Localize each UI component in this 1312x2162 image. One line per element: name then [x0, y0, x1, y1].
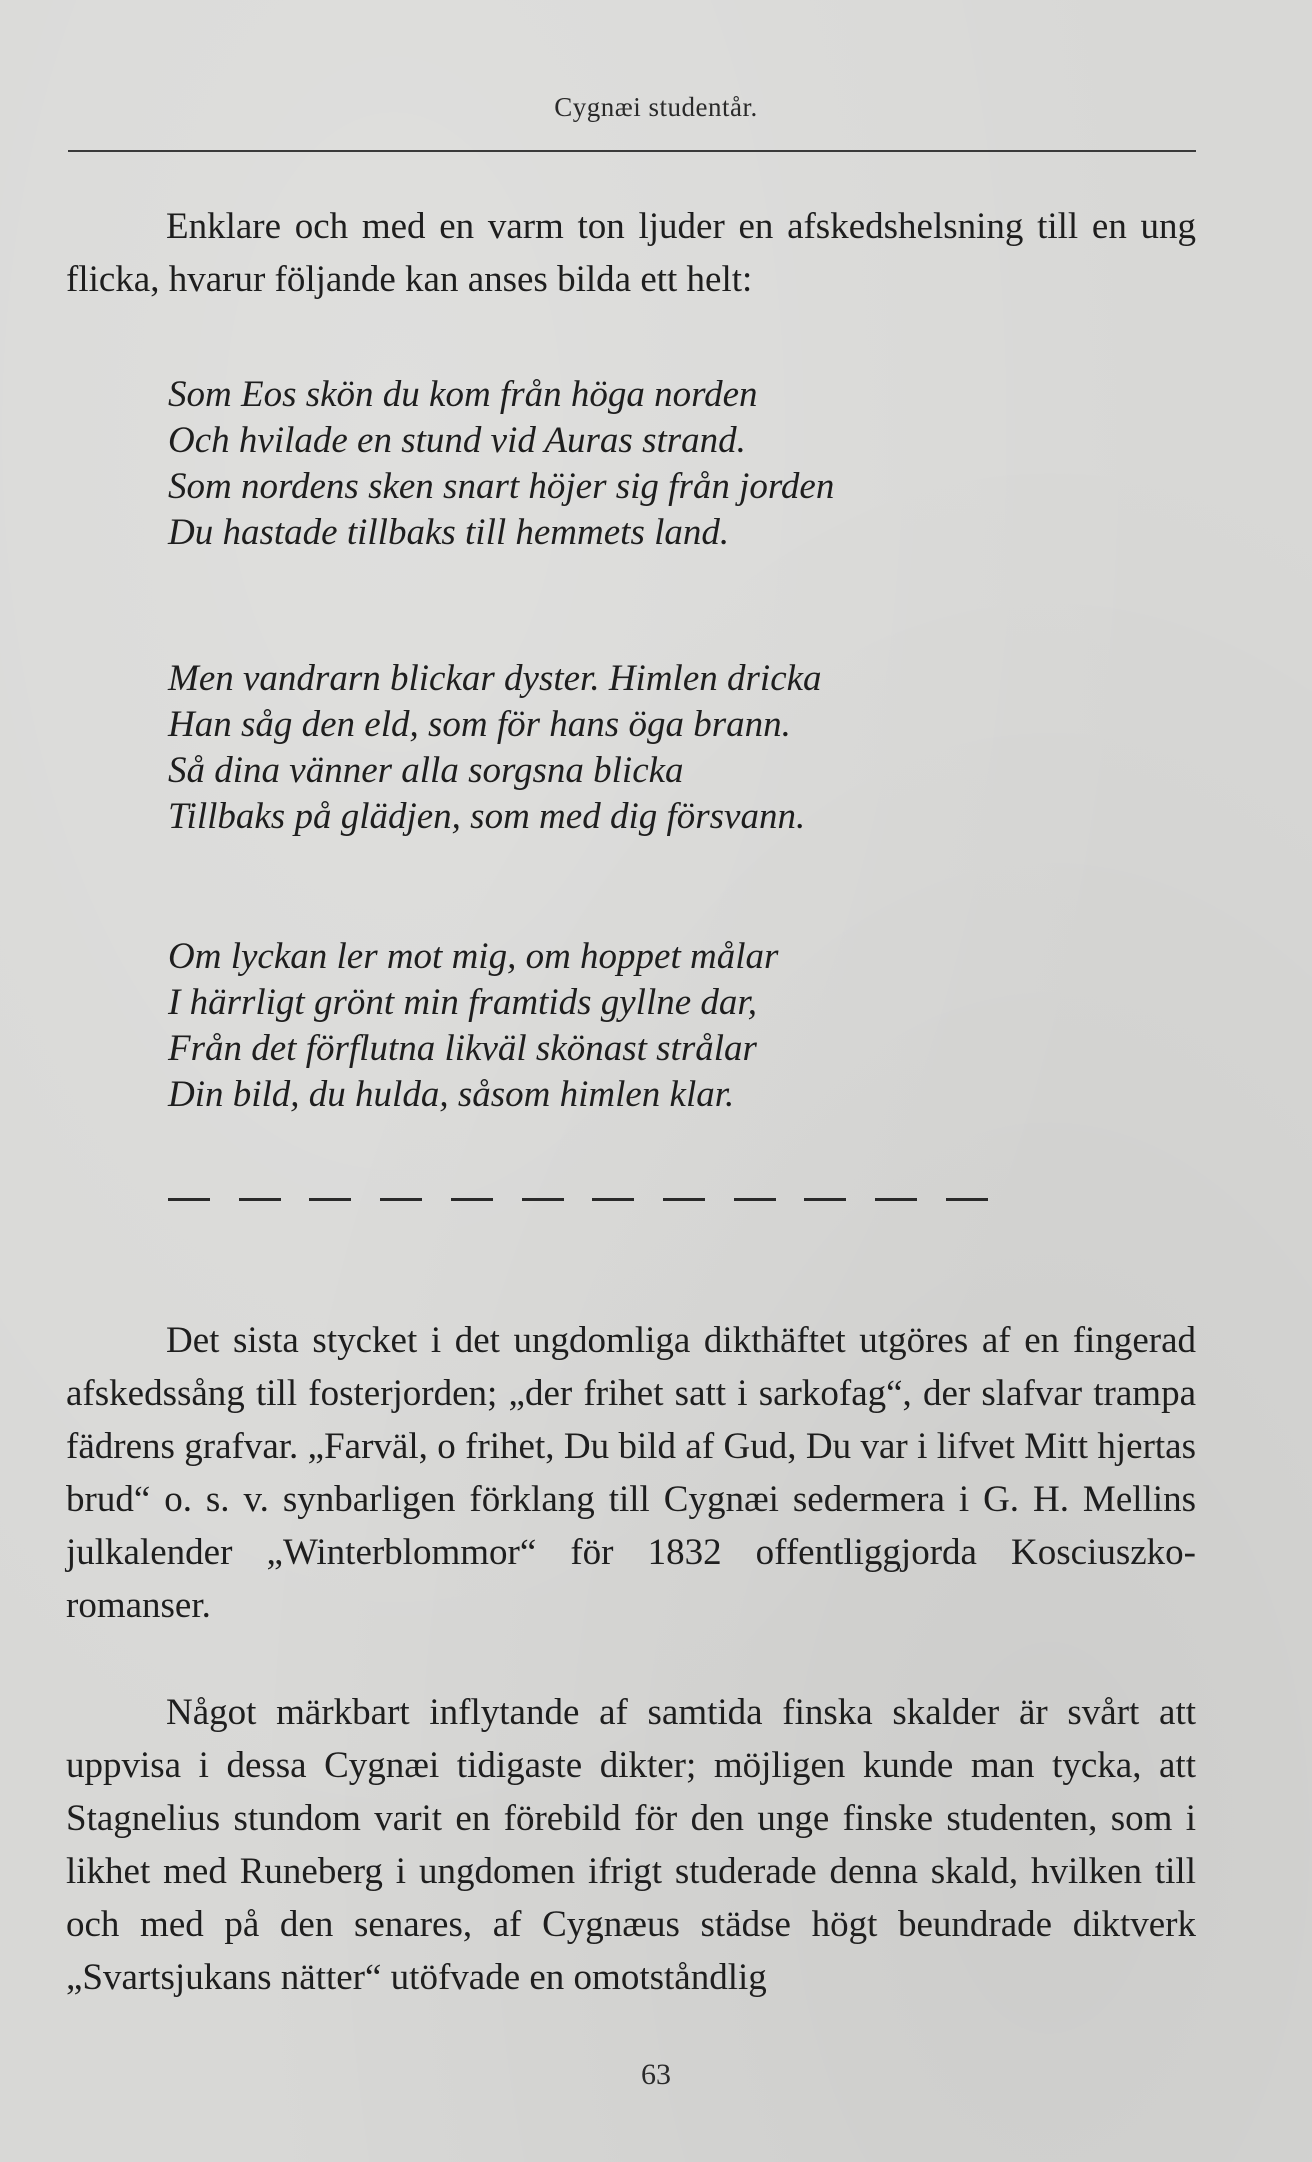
dash — [804, 1198, 846, 1201]
poem-line: Om lyckan ler mot mig, om hoppet målar — [168, 936, 779, 977]
poem-line: Han såg den eld, som för hans öga brann. — [168, 704, 791, 745]
poem-line: Tillbaks på glädjen, som med dig försvann. — [168, 796, 806, 837]
paragraph-intro — [66, 200, 1196, 306]
poem-line: Så dina vänner alla sorgsna blicka — [168, 750, 684, 791]
page-number: 63 — [641, 2058, 671, 2091]
dash — [592, 1198, 634, 1201]
dash — [734, 1198, 776, 1201]
paragraph-farewell-song-text: Det sista stycket i det ungdomliga dikthäftet utgöres af en fingerad afskedssång till fosterjorden; „der frihet satt i sarkofag“, der slafvar trampa fädrens grafvar. „Farväl, o frihet, Du bild af Gud, Du var i lifvet Mitt hjertas brud“ o. s. v. synbarligen förklang till Cygnæi sedermera i G. H. Mellins julkalender „Winterblommor“ för 1832 offentliggjorda Kosciuszko-romanser. — [66, 1320, 1196, 1626]
paragraph-farewell-song — [66, 1314, 1196, 1632]
dash — [239, 1198, 281, 1201]
dash — [875, 1198, 917, 1201]
dash — [380, 1198, 422, 1201]
poem-line: Din bild, du hulda, såsom himlen klar. — [168, 1074, 735, 1115]
section-dash-divider — [168, 1198, 988, 1201]
dash — [451, 1198, 493, 1201]
poem-stanza-2 — [168, 656, 1168, 840]
poem-line: Och hvilade en stund vid Auras strand. — [168, 420, 746, 461]
poem-line: Som Eos skön du kom från höga norden — [168, 374, 758, 415]
poem-stanza-1 — [168, 372, 1168, 556]
dash — [663, 1198, 705, 1201]
header-rule — [68, 150, 1196, 152]
poem-line: Men vandrarn blickar dyster. Himlen dricka — [168, 658, 822, 699]
paragraph-influence — [66, 1686, 1196, 2004]
paragraph-influence-text: Något märkbart inflytande af samtida finska skalder är svårt att uppvisa i dessa Cygnæi tidigaste dikter; möjligen kunde man tycka, att Stagnelius stundom varit en förebild för den unge finske studenten, som i likhet med Runeberg i ungdomen ifrigt studerade denna skald, hvilken till och med på den senares, af Cygnæus städse högt beundrade diktverk „Svartsjukans nätter“ utöfvade en omotståndlig — [66, 1692, 1196, 1998]
poem-line: Som nordens sken snart höjer sig från jorden — [168, 466, 835, 507]
dash — [946, 1198, 988, 1201]
paragraph-intro-text: Enklare och med en varm ton ljuder en afskedshelsning till en ung flicka, hvarur följande kan anses bilda ett helt: — [66, 206, 1196, 300]
dash — [309, 1198, 351, 1201]
poem-line: Du hastade tillbaks till hemmets land. — [168, 512, 730, 553]
dash — [522, 1198, 564, 1201]
poem-stanza-3 — [168, 934, 1168, 1118]
poem-line: I härrligt grönt min framtids gyllne dar, — [168, 982, 757, 1023]
poem-line: Från det förflutna likväl skönast strålar — [168, 1028, 757, 1069]
dash — [168, 1198, 210, 1201]
running-head: Cygnæi studentår. — [554, 92, 758, 122]
